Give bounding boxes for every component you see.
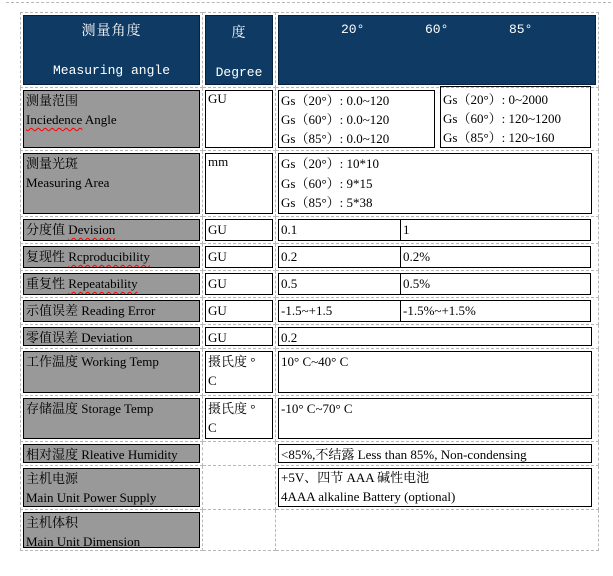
header-measuring-angle-cell [21,13,203,88]
unit-dimension-unit-empty [203,510,276,551]
row-unit-dimension [21,510,599,551]
misspelled-word: Repeatability [68,276,138,291]
header-degree-zh: 度 [231,26,247,41]
label-power-supply: 主机电源 Main Unit Power Supply [23,468,200,507]
relative-humidity-value: <85%,不结露 Less than 85%, Non-condensing [278,444,592,463]
unit-dimension-value-empty [276,510,599,551]
division-pct-value: 1 [400,219,591,241]
label-measuring-spot: 测量光斑 Measuring Area [23,153,200,214]
unit-measuring-spot: mm [205,153,273,214]
header-degree-cell [203,13,276,88]
label-unit-dimension: 主机体积 Main Unit Dimension [23,512,200,548]
unit-division-value: GU [205,219,273,241]
misspelled-word: Inciedence [26,112,83,127]
reproducibility-pct-value: 0.2% [400,246,591,268]
row-zero-error [21,325,599,349]
label-relative-humidity: 相对湿度 Rleative Humidity [23,444,200,463]
repeatability-pct-value: 0.5% [400,273,591,295]
label-storage-temp: 存储温度 Storage Temp [23,398,200,439]
power-supply-value: +5V、四节 AAA 碱性电池 4AAA alkaline Battery (optional) [278,468,592,507]
row-working-temp [21,349,599,396]
row-measuring-range [21,88,599,151]
unit-working-temp: 摄氏度 °C [205,351,273,393]
reproducibility-gu-value: 0.2 [278,246,401,268]
header-angles-cell [276,13,599,88]
row-storage-temp [21,396,599,442]
header-angle-en: Measuring angle [52,63,171,78]
header-angle-85: 85° [509,22,533,37]
range-low-box: Gs（20°）: 0.0~120 Gs（60°）: 0.0~120 Gs（85°）: 0.0~120 [278,90,435,148]
unit-storage-temp: 摄氏度 °C [205,398,273,439]
label-measuring-range: 测量范围 Inciedence Angle [23,90,200,148]
unit-measuring-range: GU [205,90,273,148]
row-reading-error [21,298,599,325]
range-high-box: Gs（20°）: 0~2000 Gs（60°）: 120~1200 Gs（85°）: 120~160 [440,86,591,148]
unit-relative-humidity-empty [203,442,276,466]
division-gu-value: 0.1 [278,219,401,241]
unit-zero-error: GU [205,327,273,346]
header-row [21,13,599,88]
row-division-value [21,217,599,244]
misspelled-word: Rcproducibility [68,249,150,264]
unit-reading-error: GU [205,300,273,322]
label-working-temp: 工作温度 Working Temp [23,351,200,393]
row-relative-humidity [21,442,599,466]
header-angle-60: 60° [425,22,449,37]
row-measuring-spot [21,151,599,217]
row-reproducibility [21,244,599,271]
unit-power-supply-empty [203,466,276,510]
storage-temp-value: -10° C~70° C [278,398,592,439]
unit-reproducibility: GU [205,246,273,268]
label-reproducibility: 复现性 Rcproducibility [23,246,200,268]
misspelled-word: Rleative [81,447,125,462]
reading-error-gu-value: -1.5~+1.5 [278,300,401,322]
label-zero-error: 零值误差 Deviation [23,327,200,346]
spot-values-box: Gs（20°）: 10*10 Gs（60°）: 9*15 Gs（85°）: 5*38 [278,153,592,214]
label-repeatability: 重复性 Repeatability [23,273,200,295]
label-division-value: 分度值 Devision [23,219,200,241]
misspelled-word: Devision [68,222,116,237]
header-degree-en: Degree [215,65,263,80]
page-top-gridline [6,2,611,3]
reading-error-pct-value: -1.5%~+1.5% [400,300,591,322]
repeatability-gu-value: 0.5 [278,273,401,295]
header-angle-20: 20° [341,22,365,37]
zero-error-value: 0.2 [278,327,592,346]
label-reading-error: 示值误差 Reading Error [23,300,200,322]
row-repeatability [21,271,599,298]
header-angle-zh: 测量角度 [81,24,142,39]
working-temp-value: 10° C~40° C [278,351,592,393]
row-power-supply [21,466,599,510]
unit-repeatability: GU [205,273,273,295]
spec-table [20,12,599,551]
